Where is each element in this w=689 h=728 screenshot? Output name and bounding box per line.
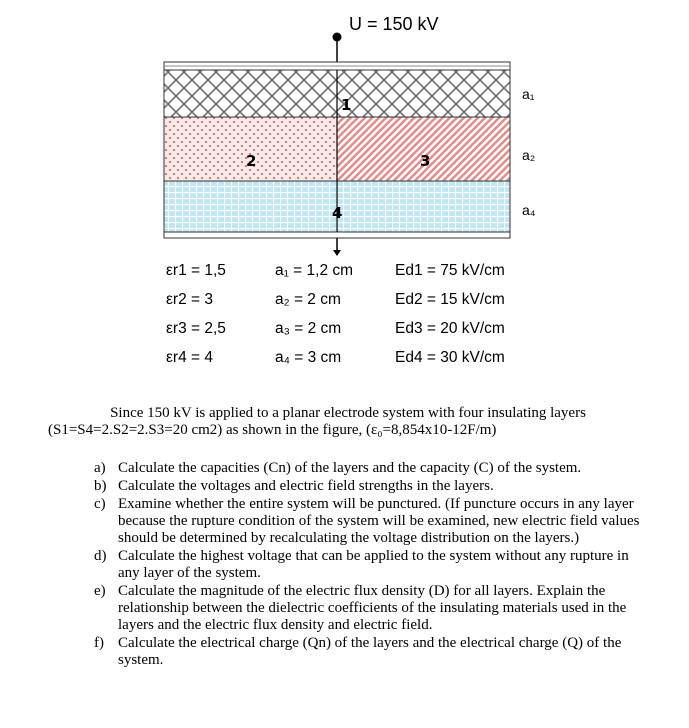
question-letter: a) xyxy=(94,460,106,476)
thickness-label-4: a₄ xyxy=(522,202,536,218)
permittivity-2: εr2 = 3 xyxy=(166,291,213,308)
question-f xyxy=(88,635,648,669)
permittivity-4: εr4 = 4 xyxy=(166,349,213,366)
problem-statement-line-1: Since 150 kV is applied to a planar electrode system with four insulating layers xyxy=(110,405,586,421)
question-d xyxy=(88,548,648,582)
thickness-3: a₃ = 2 cm xyxy=(275,320,342,337)
thickness-4: a₄ = 3 cm xyxy=(275,349,342,366)
top-terminal-dot xyxy=(333,33,342,42)
question-letter: e) xyxy=(94,583,106,599)
permittivity-1: εr1 = 1,5 xyxy=(166,262,226,279)
question-text: Examine whether the entire system will be punctured. (If puncture occurs in any layer because the rupture condition of the system will be examined, new electric field values should be determined by recalculating the voltage distribution on the layers.) xyxy=(118,496,640,546)
breakdown-field-4: Ed4 = 30 kV/cm xyxy=(395,349,505,366)
question-text: Calculate the voltages and electric field strengths in the layers. xyxy=(118,478,494,494)
question-list xyxy=(88,460,648,670)
layer-number-4: 4 xyxy=(332,204,343,222)
question-letter: d) xyxy=(94,548,107,564)
question-b xyxy=(88,478,648,495)
question-text: Calculate the magnitude of the electric flux density (D) for all layers. Explain the relationship between the dielectric coefficients of the insulating materials used in the layers and the electric flux density and electric field. xyxy=(118,583,627,633)
question-letter: b) xyxy=(94,478,107,494)
question-text: Calculate the electrical charge (Qn) of the layers and the electrical charge (Q) of the system. xyxy=(118,635,622,668)
question-text: Calculate the capacities (Cn) of the layers and the capacity (C) of the system. xyxy=(118,460,582,476)
breakdown-field-2: Ed2 = 15 kV/cm xyxy=(395,291,505,308)
layer-3 xyxy=(337,117,510,181)
ground-arrow-icon xyxy=(333,250,341,256)
thickness-label-2: a₂ xyxy=(522,147,536,163)
question-c xyxy=(88,496,648,547)
problem-statement xyxy=(48,405,648,439)
permittivity-3: εr3 = 2,5 xyxy=(166,320,226,337)
electrode-diagram xyxy=(0,0,689,300)
question-e xyxy=(88,583,648,634)
thickness-2: a₂ = 2 cm xyxy=(275,291,341,308)
bottom-electrode xyxy=(164,232,510,238)
layer-number-2: 2 xyxy=(246,152,257,170)
thickness-label-1: a₁ xyxy=(522,86,535,102)
layer-number-1: 1 xyxy=(341,96,352,114)
voltage-label: U = 150 kV xyxy=(349,14,439,34)
question-letter: f) xyxy=(94,635,104,651)
question-letter: c) xyxy=(94,496,106,512)
layer-number-3: 3 xyxy=(420,152,431,170)
breakdown-field-3: Ed3 = 20 kV/cm xyxy=(395,320,505,337)
question-a xyxy=(88,460,648,477)
question-text: Calculate the highest voltage that can be applied to the system without any rupture in any layer of the system. xyxy=(118,548,629,581)
problem-statement-line-2: (S1=S4=2.S2=2.S3=20 cm2) as shown in the figure, (ε₀=8,854x10-12F/m) xyxy=(48,422,497,438)
thickness-1: a₁ = 1,2 cm xyxy=(275,262,354,279)
breakdown-field-1: Ed1 = 75 kV/cm xyxy=(395,262,505,279)
